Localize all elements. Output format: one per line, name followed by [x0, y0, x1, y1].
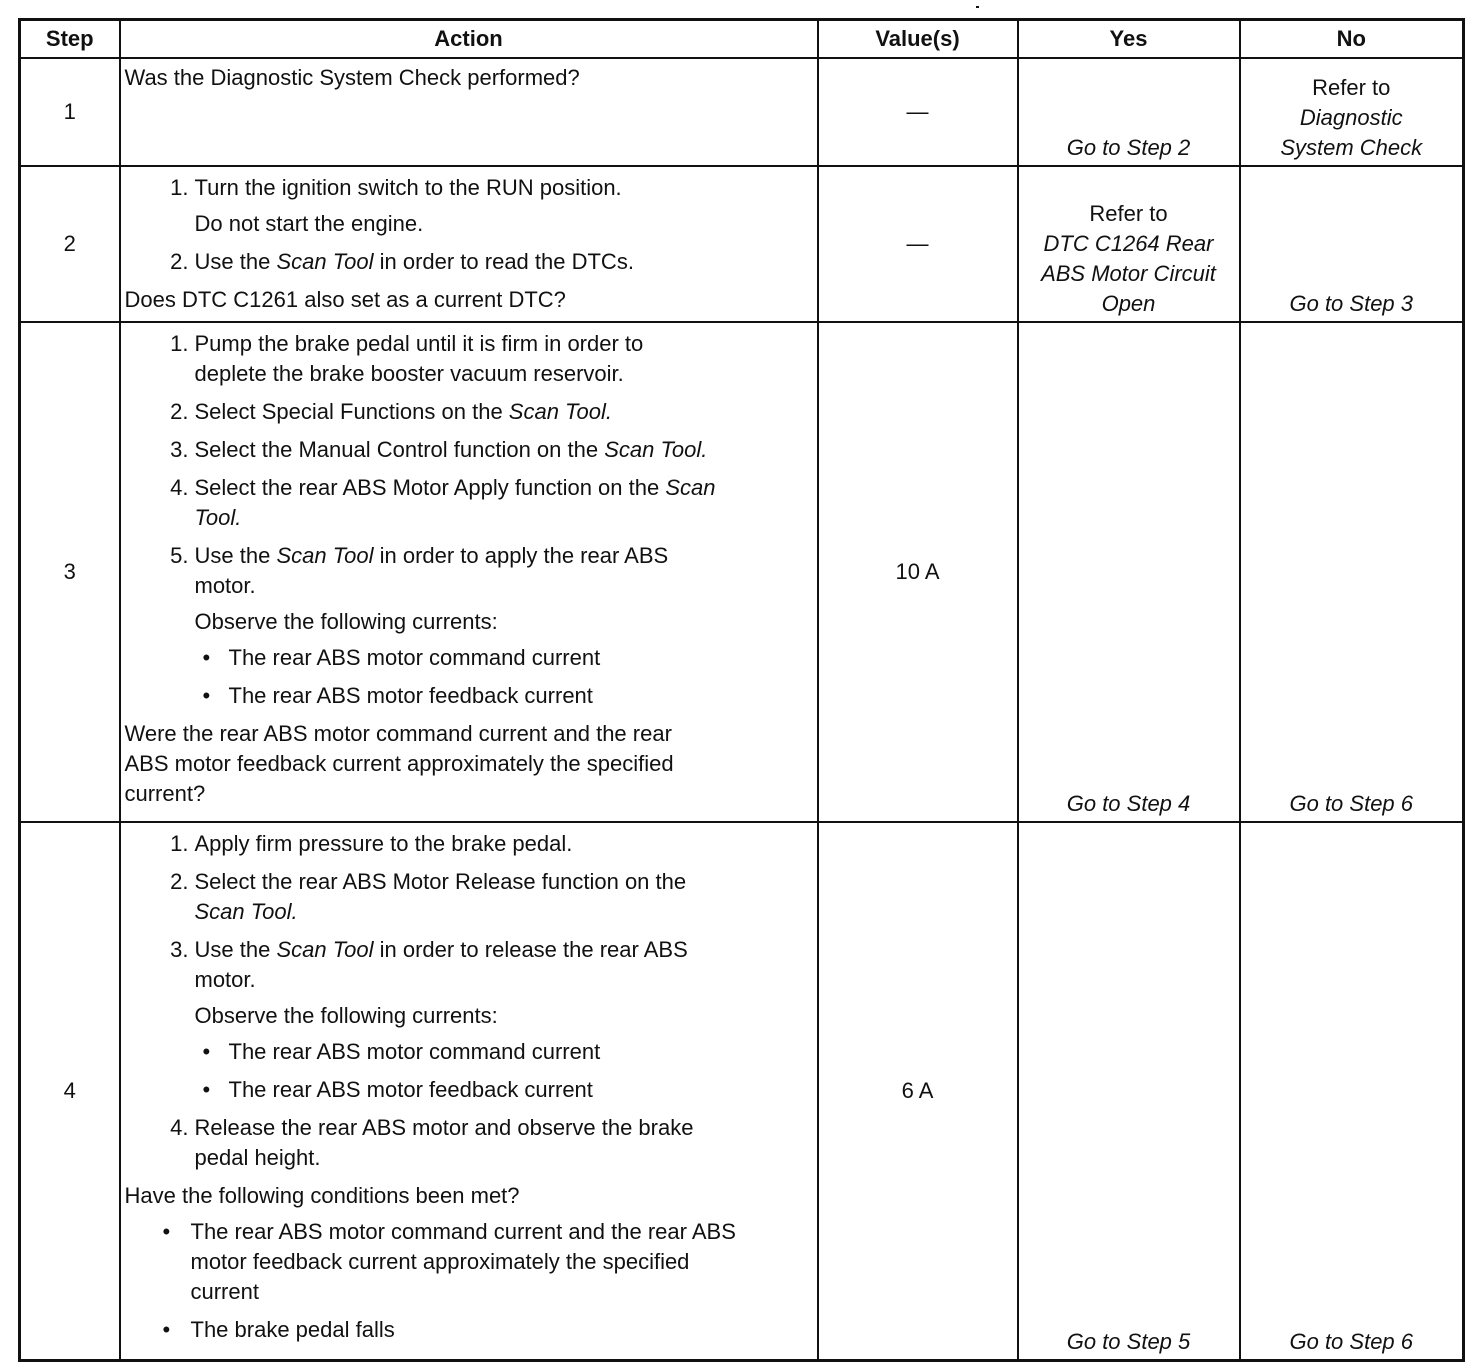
action-cell [120, 58, 818, 166]
yes-target: DTC C1264 Rear ABS Motor Circuit Open [1041, 231, 1216, 316]
action-cell [120, 322, 818, 822]
action-question: Does DTC C1261 also set as a current DTC? [124, 287, 566, 312]
step-text-post: in order to read the DTCs. [373, 249, 634, 274]
value-cell: — [818, 58, 1018, 166]
action-step [125, 829, 731, 859]
step-index: 3. [170, 937, 189, 962]
action-step [125, 435, 811, 465]
no-cell [1240, 166, 1464, 322]
step-number: 2 [20, 166, 120, 322]
action-question: Was the Diagnostic System Check performed? [124, 65, 580, 90]
yes-target: Go to Step 5 [1066, 1329, 1191, 1354]
action-steps [125, 329, 811, 711]
header-action: Action [120, 20, 818, 59]
tool-name: Scan Tool. [508, 399, 612, 424]
scan-speck [976, 6, 979, 8]
yes-cell [1018, 822, 1240, 1361]
yes-prefix: Refer to [1089, 201, 1168, 226]
action-steps [125, 173, 811, 277]
step-text-pre: Select Special Functions on the [194, 399, 509, 424]
value-cell: 10 A [818, 322, 1018, 822]
action-step [125, 541, 721, 711]
tool-name: Scan Tool. [194, 899, 298, 924]
action-step [125, 867, 731, 927]
action-step [125, 173, 811, 239]
table-row [20, 822, 1464, 1361]
step-text-pre: Select the Manual Control function on the [194, 437, 605, 462]
step-text-pre: Use the [194, 249, 277, 274]
no-target: Go to Step 3 [1289, 291, 1414, 316]
table-row [20, 58, 1464, 166]
step-text-pre: Use the [194, 937, 277, 962]
value-cell: — [818, 166, 1018, 322]
no-cell [1240, 58, 1464, 166]
no-prefix: Refer to [1312, 75, 1391, 100]
step-text-post: in order to release the rear ABS motor. [194, 937, 688, 992]
table-row [20, 322, 1464, 822]
list-item: • The rear ABS motor command current and the rear ABS motor feedback current approximately the specified current [125, 1217, 761, 1307]
list-item: • The brake pedal falls [125, 1315, 761, 1345]
action-question: Were the rear ABS motor command current and the rear ABS motor feedback current approximately the specified current? [124, 721, 674, 806]
step-note: Observe the following currents: [194, 609, 498, 634]
action-step [125, 935, 731, 1105]
yes-target: Go to Step 2 [1066, 135, 1191, 160]
action-step [125, 247, 811, 277]
header-row [20, 20, 1464, 59]
step-text: Release the rear ABS motor and observe the brake pedal height. [194, 1115, 694, 1170]
yes-cell [1018, 322, 1240, 822]
step-text-post: in order to apply the rear ABS motor. [194, 543, 669, 598]
action-steps [125, 829, 811, 1173]
yes-cell [1018, 58, 1240, 166]
step-index: 1. [170, 175, 189, 200]
step-index: 4. [170, 475, 189, 500]
step-index: 5. [170, 543, 189, 568]
condition-list [125, 1217, 811, 1345]
step-index: 3. [170, 437, 189, 462]
tool-name: Scan Tool [276, 543, 374, 568]
step-number: 3 [20, 322, 120, 822]
header-step: Step [20, 20, 120, 59]
no-target: Diagnostic System Check [1280, 105, 1423, 160]
step-text-pre: Use the [194, 543, 277, 568]
no-target: Go to Step 6 [1289, 1329, 1414, 1354]
no-cell [1240, 322, 1464, 822]
tool-name: Scan Tool [276, 937, 374, 962]
current-list [195, 1037, 731, 1105]
step-index: 2. [170, 869, 189, 894]
step-text-pre: Select the rear ABS Motor Release function on the [194, 869, 687, 894]
tool-name: Scan Tool. [604, 437, 708, 462]
step-index: 1. [170, 831, 189, 856]
yes-target: Go to Step 4 [1066, 791, 1191, 816]
action-question: Have the following conditions been met? [124, 1183, 520, 1208]
action-cell [120, 822, 818, 1361]
step-text-pre: Select the rear ABS Motor Apply function on the [194, 475, 666, 500]
action-cell [120, 166, 818, 322]
list-item: • The rear ABS motor command current [195, 643, 721, 673]
action-step [125, 329, 721, 389]
step-text: Turn the ignition switch to the RUN position. [194, 175, 622, 200]
step-number: 1 [20, 58, 120, 166]
value-cell: 6 A [818, 822, 1018, 1361]
header-values: Value(s) [818, 20, 1018, 59]
step-index: 4. [170, 1115, 189, 1140]
action-step [125, 1113, 731, 1173]
header-yes: Yes [1018, 20, 1240, 59]
action-step [125, 473, 721, 533]
list-item: • The rear ABS motor command current [195, 1037, 731, 1067]
step-number: 4 [20, 822, 120, 1361]
list-item: • The rear ABS motor feedback current [195, 1075, 731, 1105]
step-index: 2. [170, 399, 189, 424]
step-text: Apply firm pressure to the brake pedal. [194, 831, 573, 856]
yes-cell [1018, 166, 1240, 322]
no-cell [1240, 822, 1464, 1361]
tool-name: Scan Tool [276, 249, 374, 274]
step-note: Observe the following currents: [194, 1003, 498, 1028]
step-note: Do not start the engine. [194, 211, 424, 236]
action-step [125, 397, 721, 427]
current-list [195, 643, 721, 711]
table-row [20, 166, 1464, 322]
no-target: Go to Step 6 [1289, 791, 1414, 816]
step-text: Pump the brake pedal until it is firm in order to deplete the brake booster vacuum reservoir. [194, 331, 644, 386]
step-index: 1. [170, 331, 189, 356]
diagnostic-table [18, 18, 1465, 1362]
list-item: • The rear ABS motor feedback current [195, 681, 721, 711]
tool-name: Scan Tool. [194, 475, 716, 530]
header-no: No [1240, 20, 1464, 59]
step-index: 2. [170, 249, 189, 274]
